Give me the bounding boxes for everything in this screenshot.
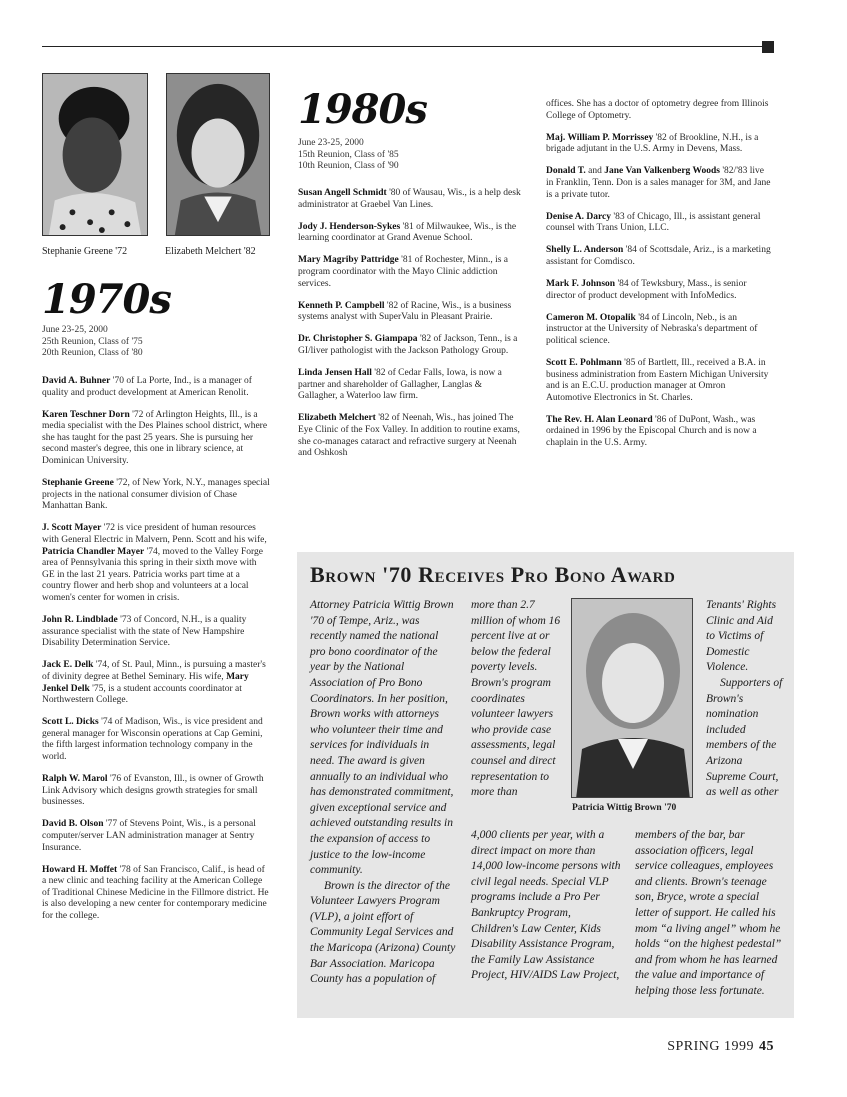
feature-column-3-bottom [635, 828, 785, 1000]
note-text: '82 of Racine, Wis., is a business systems analyst with SuperValu in Pleasant Prairie. [298, 300, 512, 323]
note-text: '74, of St. Paul, Minn., is pursuing a master's of divinity degree at Bethel Seminary. His wife, [42, 660, 266, 682]
alumni-name: David A. Buhner [42, 376, 111, 386]
alumni-name: Shelly L. Anderson [546, 245, 624, 256]
note-text: '81 of Milwaukee, Wis., is the learning coordinator at Grand Avenue School. [298, 221, 517, 244]
note-text: '75, is a student accounts coordinator at Northwestern College. [42, 683, 242, 706]
alumni-name: Jack E. Delk [42, 660, 94, 671]
feature-paragraph: 4,000 clients per year, with a direct impact on more than 14,000 low-income persons with civil legal needs. Special VLP programs include a Pro Per Bankruptcy Program, Children's Law Center, Kids Disability Assistance Program, the Family Law Assistance Project, HIV/AIDS Law Project, [471, 829, 621, 982]
photo-stephanie-greene [42, 73, 148, 236]
class-note [546, 358, 772, 404]
top-rule [42, 46, 768, 47]
note-text: '84 of Tewksbury, Mass., is senior director of product development with InfoMedics. [546, 279, 747, 301]
page-footer [667, 1039, 774, 1055]
class-note [42, 717, 270, 763]
heading-1980s: 1980s [298, 86, 427, 133]
alumni-name: Cameron M. Otopalik [546, 312, 636, 323]
class-note [42, 615, 270, 650]
alumni-name: Patricia Chandler Mayer [42, 546, 145, 557]
note-text: '82 of Brookline, N.H., is a brigade adjutant in the U.S. Army in Devens, Mass. [546, 132, 759, 155]
class-note [42, 774, 270, 809]
rule-end-block [762, 41, 774, 53]
note-text: '72, of New York, N.Y., manages special projects in the national consumer division of Chase Manhattan Bank. [42, 478, 270, 512]
alumni-name: J. Scott Mayer [42, 523, 102, 534]
note-text: '81 of Rochester, Minn., is a program coordinator with the Mayo Clinic addiction services. [298, 255, 509, 289]
class-note [298, 222, 522, 245]
note-text: '80 of Wausau, Wis., is a help desk administrator at Graebel Van Lines. [298, 188, 521, 210]
reunion-date: June 23-25, 2000 [298, 138, 364, 148]
alumni-name: Maj. William P. Morrissey [546, 132, 654, 143]
note-text: '82 of Cedar Falls, Iowa, is now a partner and shareholder of Gallagher, Langlas & Gallagher, a Waterloo law firm. [298, 368, 502, 402]
note-text: '84 of Lincoln, Neb., is an instructor at the University of Nebraska's department of political science. [546, 312, 758, 346]
feature-paragraph: Tenants' Rights Clinic and Aid to Victims of Domestic Violence. [706, 599, 777, 674]
class-note [42, 865, 270, 923]
reunion-line: 20th Reunion, Class of '80 [42, 348, 143, 358]
alumni-name: Stephanie Greene [42, 478, 114, 489]
class-note [42, 478, 270, 513]
note-text: '74, moved to the Valley Forge area of Pennsylvania this spring in their sixth move with GE in the last 21 years. Patricia works part time at a country flower and herb shop and volunteers at a local women's center for women in crisis. [42, 546, 263, 603]
class-note [546, 212, 772, 235]
page-number: 45 [759, 1039, 774, 1054]
note-text: '82 of Neenah, Wis., has joined The Eye Clinic of the Fox Valley. In addition to routine exams, she co-manages cataract and refractive surgery at Neenah and Oshkosh [298, 413, 520, 459]
note-text: '74 of Madison, Wis., is vice president and general manager for Wisconsin operations at Cap Gemini, the fifth largest information technology company in the world. [42, 717, 263, 763]
class-note [546, 279, 772, 302]
class-note [298, 255, 522, 290]
class-note [42, 523, 270, 604]
class-note [546, 166, 772, 201]
photo-caption-melchert: Elizabeth Melchert '82 [165, 246, 256, 257]
heading-1970s: 1970s [42, 276, 171, 323]
alumni-name: Mary Magriby Pattridge [298, 255, 399, 266]
feature-paragraph: members of the bar, bar association officers, legal service colleagues, employees and clients. Brown's teenage son, Bryce, wrote a special letter of support. He called his mom “a living angel” whom he holds “on the highest pedestal” and from whom he has learned the value and importance of helping those less fortunate. [635, 829, 782, 997]
column-1970s [42, 376, 270, 933]
photo-caption-greene: Stephanie Greene '72 [42, 246, 128, 257]
note-text: '84 of Scottsdale, Ariz., is a marketing assistant for Comdisco. [546, 245, 771, 267]
class-note [42, 660, 270, 706]
alumni-name: Denise A. Darcy [546, 211, 611, 222]
note-text: '72 of Arlington Heights, Ill., is a media specialist with the Des Plaines school district, where she has taught for the past 25 years. She is pursuing her second master's degree, this one in library science, at Dominican University. [42, 409, 268, 467]
class-note [298, 334, 522, 357]
class-note [298, 188, 522, 211]
reunion-date: June 23-25, 2000 [42, 325, 108, 335]
class-note [546, 245, 772, 268]
note-text: '85 of Bartlett, Ill., received a B.A. in business administration from Eastern Michigan University and is an E.C.U. production manager at Omron Automotive Electronics in St. Charles. [546, 358, 769, 403]
note-text: '83 of Chicago, Ill., is assistant general counsel with Trans Union, LLC. [546, 211, 761, 234]
class-note [298, 368, 522, 403]
class-note [42, 819, 270, 854]
reunion-line: 10th Reunion, Class of '90 [298, 161, 399, 171]
alumni-name: Ralph W. Marol [42, 774, 108, 785]
feature-photo-caption: Patricia Wittig Brown '70 [572, 803, 677, 813]
reunion-1980s [298, 138, 399, 173]
alumni-name: Jane Van Valkenberg Woods [604, 166, 720, 177]
class-note [298, 301, 522, 324]
alumni-name: The Rev. H. Alan Leonard [546, 414, 653, 425]
column-1980s-mid [298, 188, 522, 470]
alumni-name: Elizabeth Melchert [298, 413, 376, 424]
class-note [546, 415, 772, 450]
column-1980s-right [546, 99, 772, 460]
class-note [298, 413, 522, 459]
alumni-name: Scott L. Dicks [42, 717, 99, 728]
alumni-name: Linda Jensen Hall [298, 368, 372, 379]
feature-column-3-top [706, 598, 784, 801]
photo-elizabeth-melchert [166, 73, 270, 236]
note-text: '73 of Concord, N.H., is a quality assurance specialist with the state of New Hampshire Disability Determination Service. [42, 615, 247, 649]
note-text: '82/'83 live in Franklin, Tenn. Don is a sales manager for 3M, and Jane is a private tutor. [546, 166, 771, 200]
feature-paragraph: Attorney Patricia Wittig Brown '70 of Tempe, Ariz., was recently named the national pro bono coordinator of the year by the National Association of Pro Bono Coordinators. In her position, Brown works with attorneys who volunteer their time and services for individuals in need. The award is given annually to an individual who has demonstrated commitment, given exceptional service and achieved outstanding results in the expansion of access to justice to the low-income community. [310, 599, 454, 877]
alumni-name: Mary Jenkel Delk [42, 671, 249, 694]
alumni-name: Mark F. Johnson [546, 279, 616, 290]
alumni-name: Dr. Christopher S. Giampapa [298, 334, 418, 345]
feature-column-2-bottom [471, 828, 621, 984]
note-text: and [585, 166, 605, 177]
class-note [42, 376, 270, 399]
note-text: '77 of Stevens Point, Wis., is a personal computer/server LAN administration manager at Sentry Insurance. [42, 819, 256, 853]
note-text: '72 is vice president of human resources with General Electric in Malvern, Penn. Scott and his wife, [42, 523, 267, 546]
feature-column-2-top [471, 598, 563, 801]
feature-paragraph: Brown is the director of the Volunteer Lawyers Program (VLP), a joint effort of Community Legal Services and the Maricopa (Arizona) County Bar Association. Maricopa County has a population of [310, 879, 456, 986]
note-text: '78 of San Francisco, Calif., is head of a new clinic and teaching facility at the American College of Traditional Chinese Medicine in the Fillmore district. He is also developing a new center for contemporary medicine for the college. [42, 864, 269, 922]
alumni-name: Kenneth P. Campbell [298, 300, 385, 311]
note-text: '82 of Jackson, Tenn., is a GI/liver pathologist with the Jackson Pathology Group. [298, 334, 518, 356]
issue-label: SPRING 1999 [667, 1039, 754, 1054]
class-note-continued: offices. She has a doctor of optometry degree from Illinois College of Optometry. [546, 99, 769, 121]
class-note [546, 313, 772, 348]
alumni-name: David B. Olson [42, 819, 104, 830]
class-note [546, 133, 772, 156]
feature-title: Brown '70 Receives Pro Bono Award [310, 562, 676, 587]
note-text: '70 of La Porte, Ind., is a manager of quality and product development at American Renolit. [42, 376, 252, 398]
alumni-name: John R. Lindblade [42, 615, 118, 626]
class-note [42, 410, 270, 468]
alumni-name: Jody J. Henderson-Sykes [298, 221, 401, 232]
note-text: '86 of DuPont, Wash., was ordained in 1996 by the Episcopal Church and is now a chaplain in the U.S. Army. [546, 414, 757, 449]
alumni-name: Howard H. Moffet [42, 864, 118, 875]
alumni-name: Karen Teschner Dorn [42, 409, 130, 420]
alumni-name: Donald T. [546, 166, 586, 177]
feature-column-1 [310, 598, 456, 988]
feature-paragraph: Supporters of Brown's nomination included members of the Arizona Supreme Court, as well as other [706, 676, 783, 799]
reunion-1970s [42, 325, 143, 360]
alumni-name: Susan Angell Schmidt [298, 188, 387, 198]
reunion-line: 25th Reunion, Class of '75 [42, 336, 143, 347]
reunion-line: 15th Reunion, Class of '85 [298, 149, 399, 160]
alumni-name: Scott E. Pohlmann [546, 358, 622, 368]
note-text: '76 of Evanston, Ill., is owner of Growth Link Advisory which designs growth strategies for small businesses. [42, 774, 264, 808]
feature-paragraph: more than 2.7 million of whom 16 percent live at or below the federal poverty levels. Brown's program coordinates volunteer lawyers who provide case assessments, legal counsel and direct representation to more than [471, 599, 561, 799]
photo-patricia-wittig-brown [571, 598, 693, 798]
